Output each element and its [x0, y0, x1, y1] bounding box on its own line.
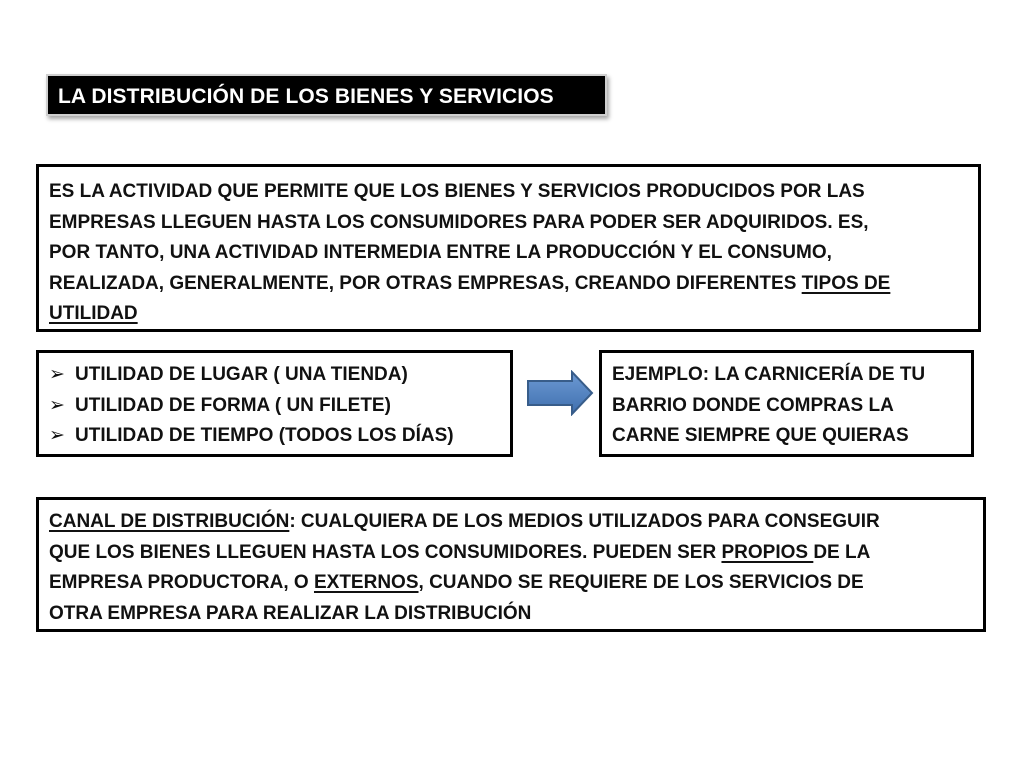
utility-types-box	[36, 350, 513, 457]
example-line: CARNE SIEMPRE QUE QUIERAS	[612, 425, 909, 446]
arrow-bullet-icon: ➢	[49, 364, 65, 385]
example-box	[599, 350, 974, 457]
example-line: BARRIO DONDE COMPRAS LA	[612, 394, 894, 416]
example-line: EJEMPLO: LA CARNICERÍA DE TU	[612, 364, 926, 385]
arrow-bullet-icon: ➢	[49, 394, 65, 416]
list-item-label: UTILIDAD DE TIEMPO (TODOS LOS DÍAS)	[75, 425, 454, 446]
right-arrow-icon	[526, 370, 596, 416]
arrow-shape	[528, 372, 592, 414]
list-item	[49, 391, 510, 422]
channel-text: : CUALQUIERA DE LOS MEDIOS UTILIZADOS PARA CONSEGUIR	[289, 511, 880, 532]
definition-box	[36, 164, 981, 332]
propios-underlined: PROPIOS	[721, 541, 814, 563]
channel-text: EMPRESA PRODUCTORA, O	[49, 572, 314, 593]
channel-text: DE LA	[813, 541, 871, 563]
channel-line	[49, 507, 983, 538]
channel-term-underlined: CANAL DE DISTRIBUCIÓN	[49, 511, 290, 532]
channel-line: OTRA EMPRESA PARA REALIZAR LA DISTRIBUCIÓN	[49, 602, 532, 624]
definition-line: ES LA ACTIVIDAD QUE PERMITE QUE LOS BIENES Y SERVICIOS PRODUCIDOS POR LAS	[49, 181, 865, 202]
definition-line: POR TANTO, UNA ACTIVIDAD INTERMEDIA ENTRE LA PRODUCCIÓN Y EL CONSUMO,	[49, 242, 832, 263]
externos-underlined: EXTERNOS	[313, 572, 419, 593]
channel-line	[49, 568, 983, 599]
tipos-de-utilidad-underlined: TIPOS DE	[801, 272, 891, 294]
list-item	[49, 360, 510, 391]
definition-line	[49, 269, 978, 300]
definition-line: EMPRESAS LLEGUEN HASTA LOS CONSUMIDORES PARA PODER SER ADQUIRIDOS. ES,	[49, 211, 869, 233]
definition-text: REALIZADA, GENERALMENTE, POR OTRAS EMPRESAS, CREANDO DIFERENTES	[49, 272, 802, 294]
slide-title: LA DISTRIBUCIÓN DE LOS BIENES Y SERVICIOS	[46, 74, 607, 116]
channel-line	[49, 538, 983, 569]
channel-text: , CUANDO SE REQUIERE DE LOS SERVICIOS DE	[418, 572, 864, 593]
list-item-label: UTILIDAD DE FORMA ( UN FILETE)	[75, 394, 391, 416]
list-item-label: UTILIDAD DE LUGAR ( UNA TIENDA)	[75, 364, 408, 385]
list-item	[49, 421, 510, 452]
arrow-bullet-icon: ➢	[49, 425, 65, 446]
distribution-channel-box	[36, 497, 986, 632]
channel-text: QUE LOS BIENES LLEGUEN HASTA LOS CONSUMIDORES. PUEDEN SER	[49, 541, 722, 563]
definition-line	[49, 299, 978, 330]
utilidad-underlined: UTILIDAD	[49, 303, 138, 324]
